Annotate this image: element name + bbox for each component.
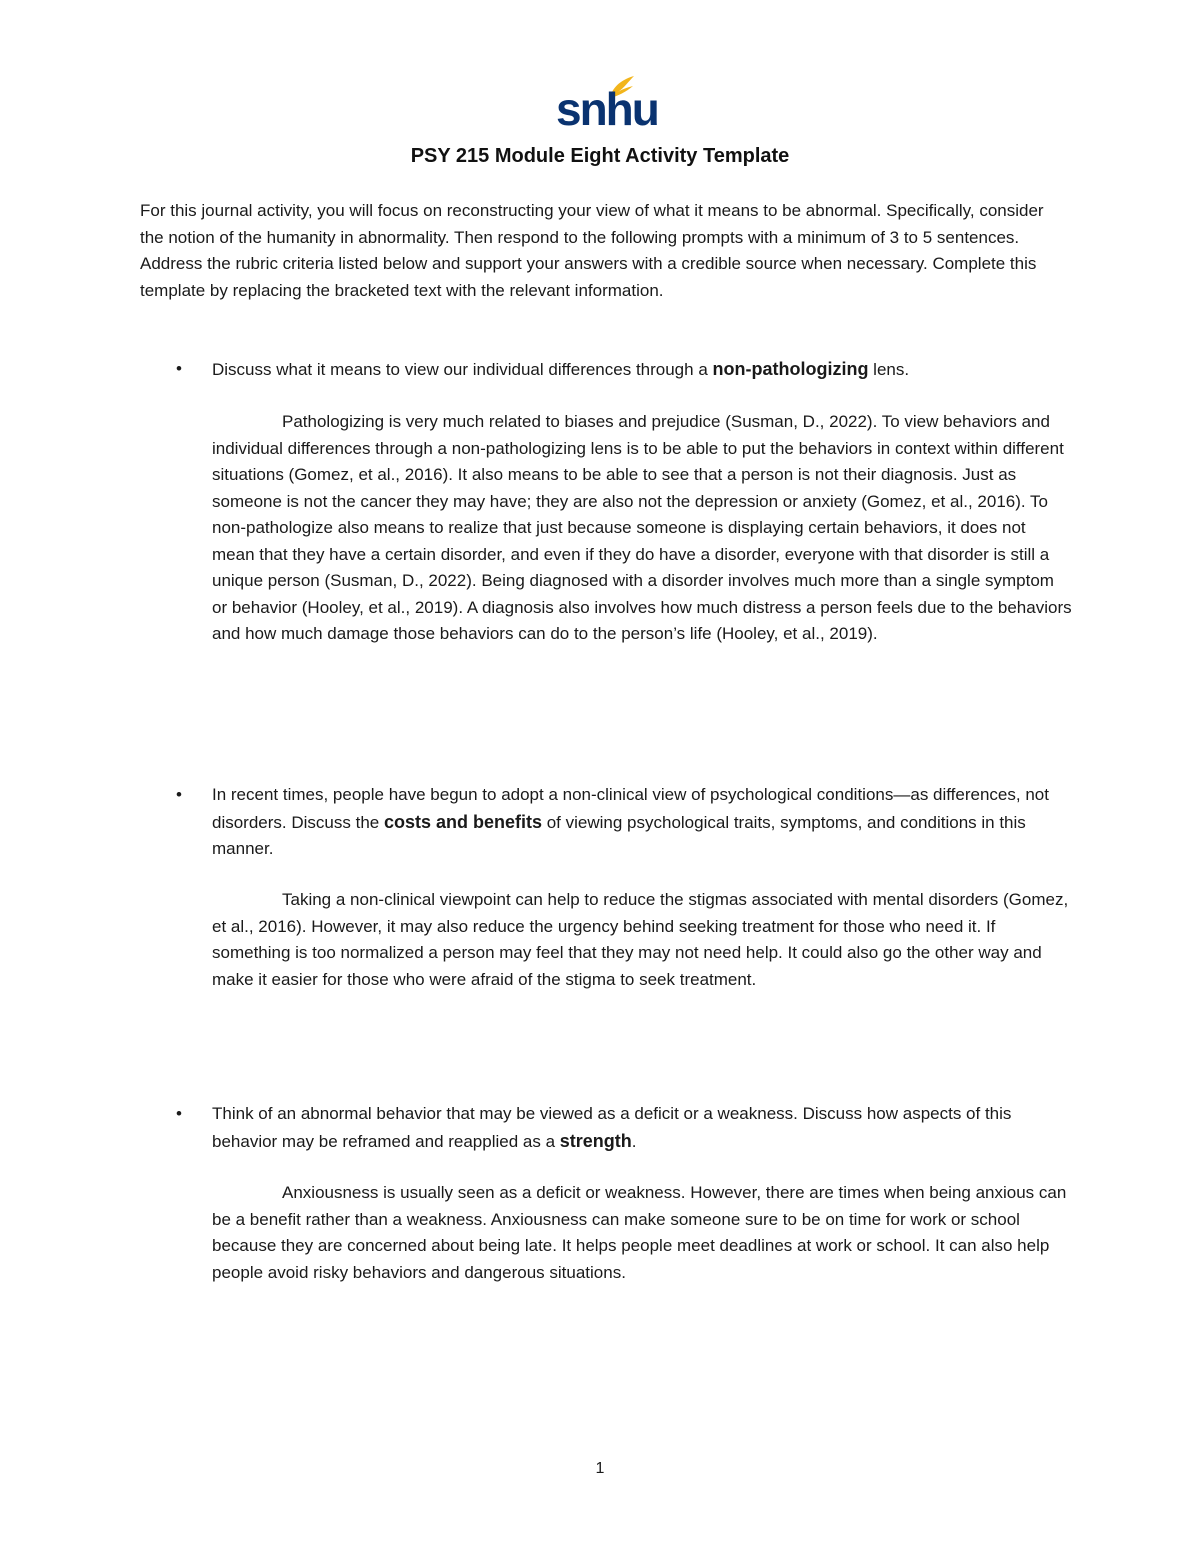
prompt-2	[140, 782, 1070, 863]
prompt-1-text-end: lens.	[868, 360, 910, 379]
intro-paragraph: For this journal activity, you will focus on reconstructing your view of what it means to be abnormal. Specifically, consider the notion of the humanity in abnormality. Then respond to the following prompts with a minimum of 3 to 5 sentences. Address the rubric criteria listed below and support your answers with a credible source when necessary. Complete this template by replacing the bracketed text with the relevant information.	[140, 201, 1044, 300]
prompt-2-keyword: costs and benefits	[383, 811, 542, 832]
prompt-2-text: In recent times, people have begun to adopt a non-clinical view of psychological conditions—as differences, not disorders. Discuss the	[212, 785, 1049, 832]
prompt-3-text-end: .	[631, 1131, 637, 1151]
answer-2: Taking a non-clinical viewpoint can help to reduce the stigmas associated with mental disorders (Gomez, et al., 2016). However, it may also reduce the urgency behind seeking treatment for those who need it. If something is too normalized a person may feel that they may not need help. It could also go the other way and make it easier for those who were afraid of the stigma to seek treatment.	[212, 890, 1069, 989]
bullet-icon: •	[176, 1104, 182, 1123]
answer-1: Pathologizing is very much related to biases and prejudice (Susman, D., 2022). To view behaviors and individual differences through a non-pathologizing lens is to be able to put the behaviors in context within different situations (Gomez, et al., 2016). It also means to be able to see that a person is not their diagnosis. Just as someone is not the cancer they may have; they are also not the depression or anxiety (Gomez, et al., 2016). To non-pathologize also means to realize that just because someone is displaying certain behaviors, it does not mean that they have a certain disorder, and even if they do have a disorder, everyone with that disorder is still a unique person (Susman, D., 2022). Being diagnosed with a disorder involves much more than a single symptom or behavior (Hooley, et al., 2019). A diagnosis also involves how much distress a person feels due to the behaviors and how much damage those behaviors can do to the person’s life (Hooley, et al., 2019).	[212, 412, 1072, 643]
prompt-3	[140, 1101, 1070, 1155]
prompt-1-keyword: non-pathologizing	[712, 359, 869, 379]
prompt-1-text: Discuss what it means to view our individual differences through a	[212, 360, 713, 379]
prompt-3-text: Think of an abnormal behavior that may be viewed as a deficit or a weakness. Discuss how aspects of this behavior may be reframed and reapplied as a	[212, 1104, 1012, 1151]
prompt-2-text-end: of viewing psychological traits, symptoms, and conditions in this manner.	[212, 812, 1026, 858]
prompt-3-keyword: strength	[559, 1130, 632, 1151]
logo-wordmark: snhu	[556, 83, 658, 135]
bullet-icon: •	[176, 785, 182, 804]
prompt-1	[140, 356, 1070, 384]
page-number: 1	[595, 1460, 605, 1477]
answer-3: Anxiousness is usually seen as a deficit or weakness. However, there are times when being anxious can be a benefit rather than a weakness. Anxiousness can make someone sure to be on time for work or school because they are concerned about being late. It helps people meet deadlines at work or school. It can also help people avoid risky behaviors and dangerous situations.	[212, 1183, 1067, 1282]
snhu-logo	[556, 74, 658, 135]
bullet-icon: •	[176, 359, 182, 378]
document-title: PSY 215 Module Eight Activity Template	[410, 145, 790, 167]
